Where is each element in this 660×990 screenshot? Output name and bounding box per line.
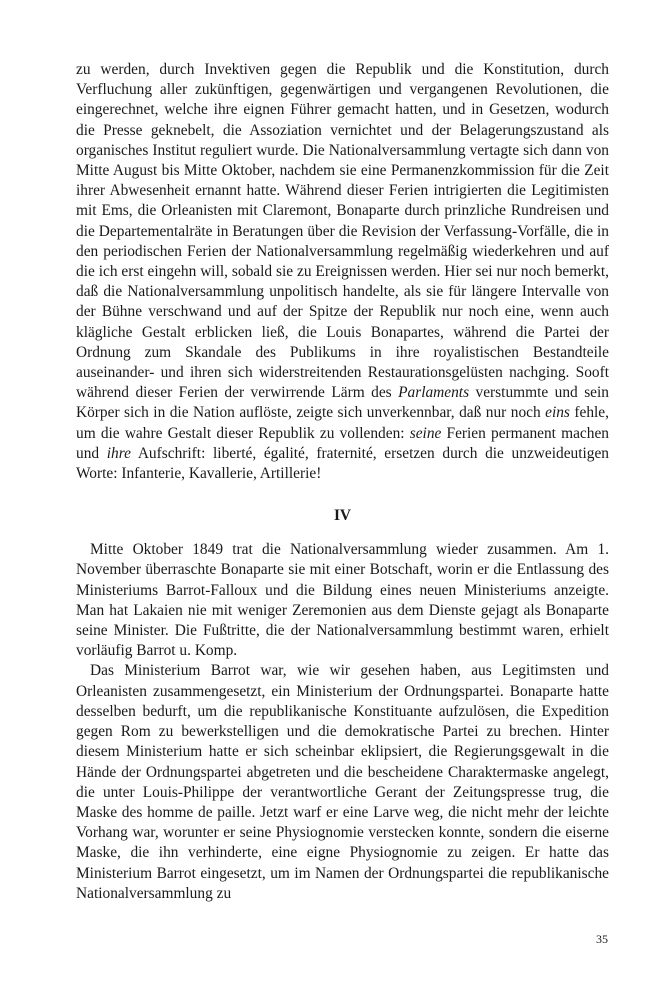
paragraph-mitte-oktober: Mitte Oktober 1849 trat die Nationalversammlung wieder zusammen. Am 1. November überraschte Bonaparte sie mit einer Botschaft, worin er die Entlassung des Ministeriums Barrot-Falloux und die Bildung eines neuen Ministeriums anzeigte. Man hat Lakaien nie mit weniger Zeremonien aus dem Dienste gejagt als Bonaparte seine Minister. Die Fußtritte, die der Nationalversammlung bestimmt waren, erhielt vorläufig Barrot u. Komp. <box>76 541 609 660</box>
emphasis-seine: seine <box>409 424 442 442</box>
paragraph-ministerium-barrot: Das Ministerium Barrot war, wie wir gesehen haben, aus Legitimsten und Orleanisten zusammengesetzt, ein Ministerium der Ordnungspartei. Bonaparte hatte desselben bedurft, um die republikanische Konstituante aufzulösen, die Expedition gegen Rom zu bewerkstelligen und die demokratische Partei zu brechen. Hinter diesem Ministerium hatte er sich scheinbar eklipsiert, die Regierungsgewalt in die Hände der Ordnungspartei abgetreten und die bescheidene Charaktermaske angelegt, die unter Louis-Philippe der verantwortliche Gerant der Zeitungspresse trug, die Maske des homme de paille. Jetzt warf er eine Larve weg, die nicht mehr der leichte Vorhang war, worunter er seine Physiognomie verstecken konnte, sondern die eiserne Maske, die ihn verhinderte, eine eigne Physiognomie zu zeigen. Er hatte das Ministerium Barrot eingesetzt, um im Namen der Ordnungspartei die republikanische Nationalversammlung zu <box>76 662 609 902</box>
emphasis-eins: eins <box>545 404 570 422</box>
emphasis-parlaments: Parlaments <box>398 384 470 402</box>
section-heading: IV <box>333 507 352 525</box>
page-number: 35 <box>596 932 608 946</box>
paragraph-continuation: zu werden, durch Invektiven gegen die Republik und die Konstitution, durch Verfluchung aller zukünftigen, gegenwärtigen und vergangenen Revolutionen, die eingerechnet, welche ihre eignen Führer gemacht hatten, und in Gesetzen, wodurch die Presse geknebelt, die Assoziation vernichtet und der Belagerungszustand als organisches Institut reguliert wurde. Die Nationalversammlung vertagte sich dann von Mitte August bis Mitte Oktober, nachdem sie eine Permanenzkommission für die Zeit ihrer Abwesenheit ernannt hatte. Während dieser Ferien intrigierten die Legitimisten mit Ems, die Orleanisten mit Claremont, Bonaparte durch prinzliche Rundreisen und die Departementalräte in Beratungen über die Revision der Verfassung-Vorfälle, die in den periodischen Ferien der Nationalversammlung regelmäßig wiederkehren und auf die ich erst eingehn will, sobald sie zu Ereignissen werden. Hier sei nur noch bemerkt, daß die Nationalversammlung unpolitisch handelte, als sie für längere Intervalle von der Bühne verschwand und auf der Spitze der Republik nur noch eine, wenn auch klägliche Gestalt erblicken ließ, die Louis Bonapartes, während die Partei der Ordnung zum Skandale des Publikums in ihre royalistischen Bestandteile auseinander- und ihren sich widerstreitenden Restaurationsgelüsten nachging. Sooft während dieser Ferien der verwirrende Lärm des Parlaments verstummte und sein Körper sich in die Nation auflöste, zeigte sich unverkennbar, daß nur noch eins fehle, um die wahre Gestalt dieser Republik zu vollenden: seine Ferien permanent machen und ihre Aufschrift: liberté, égalité, fraternité, ersetzen durch die unzweideutigen Worte: Infanterie, Kavallerie, Artillerie! <box>76 61 610 483</box>
text-body <box>76 60 609 904</box>
emphasis-ihre: ihre <box>106 444 131 462</box>
